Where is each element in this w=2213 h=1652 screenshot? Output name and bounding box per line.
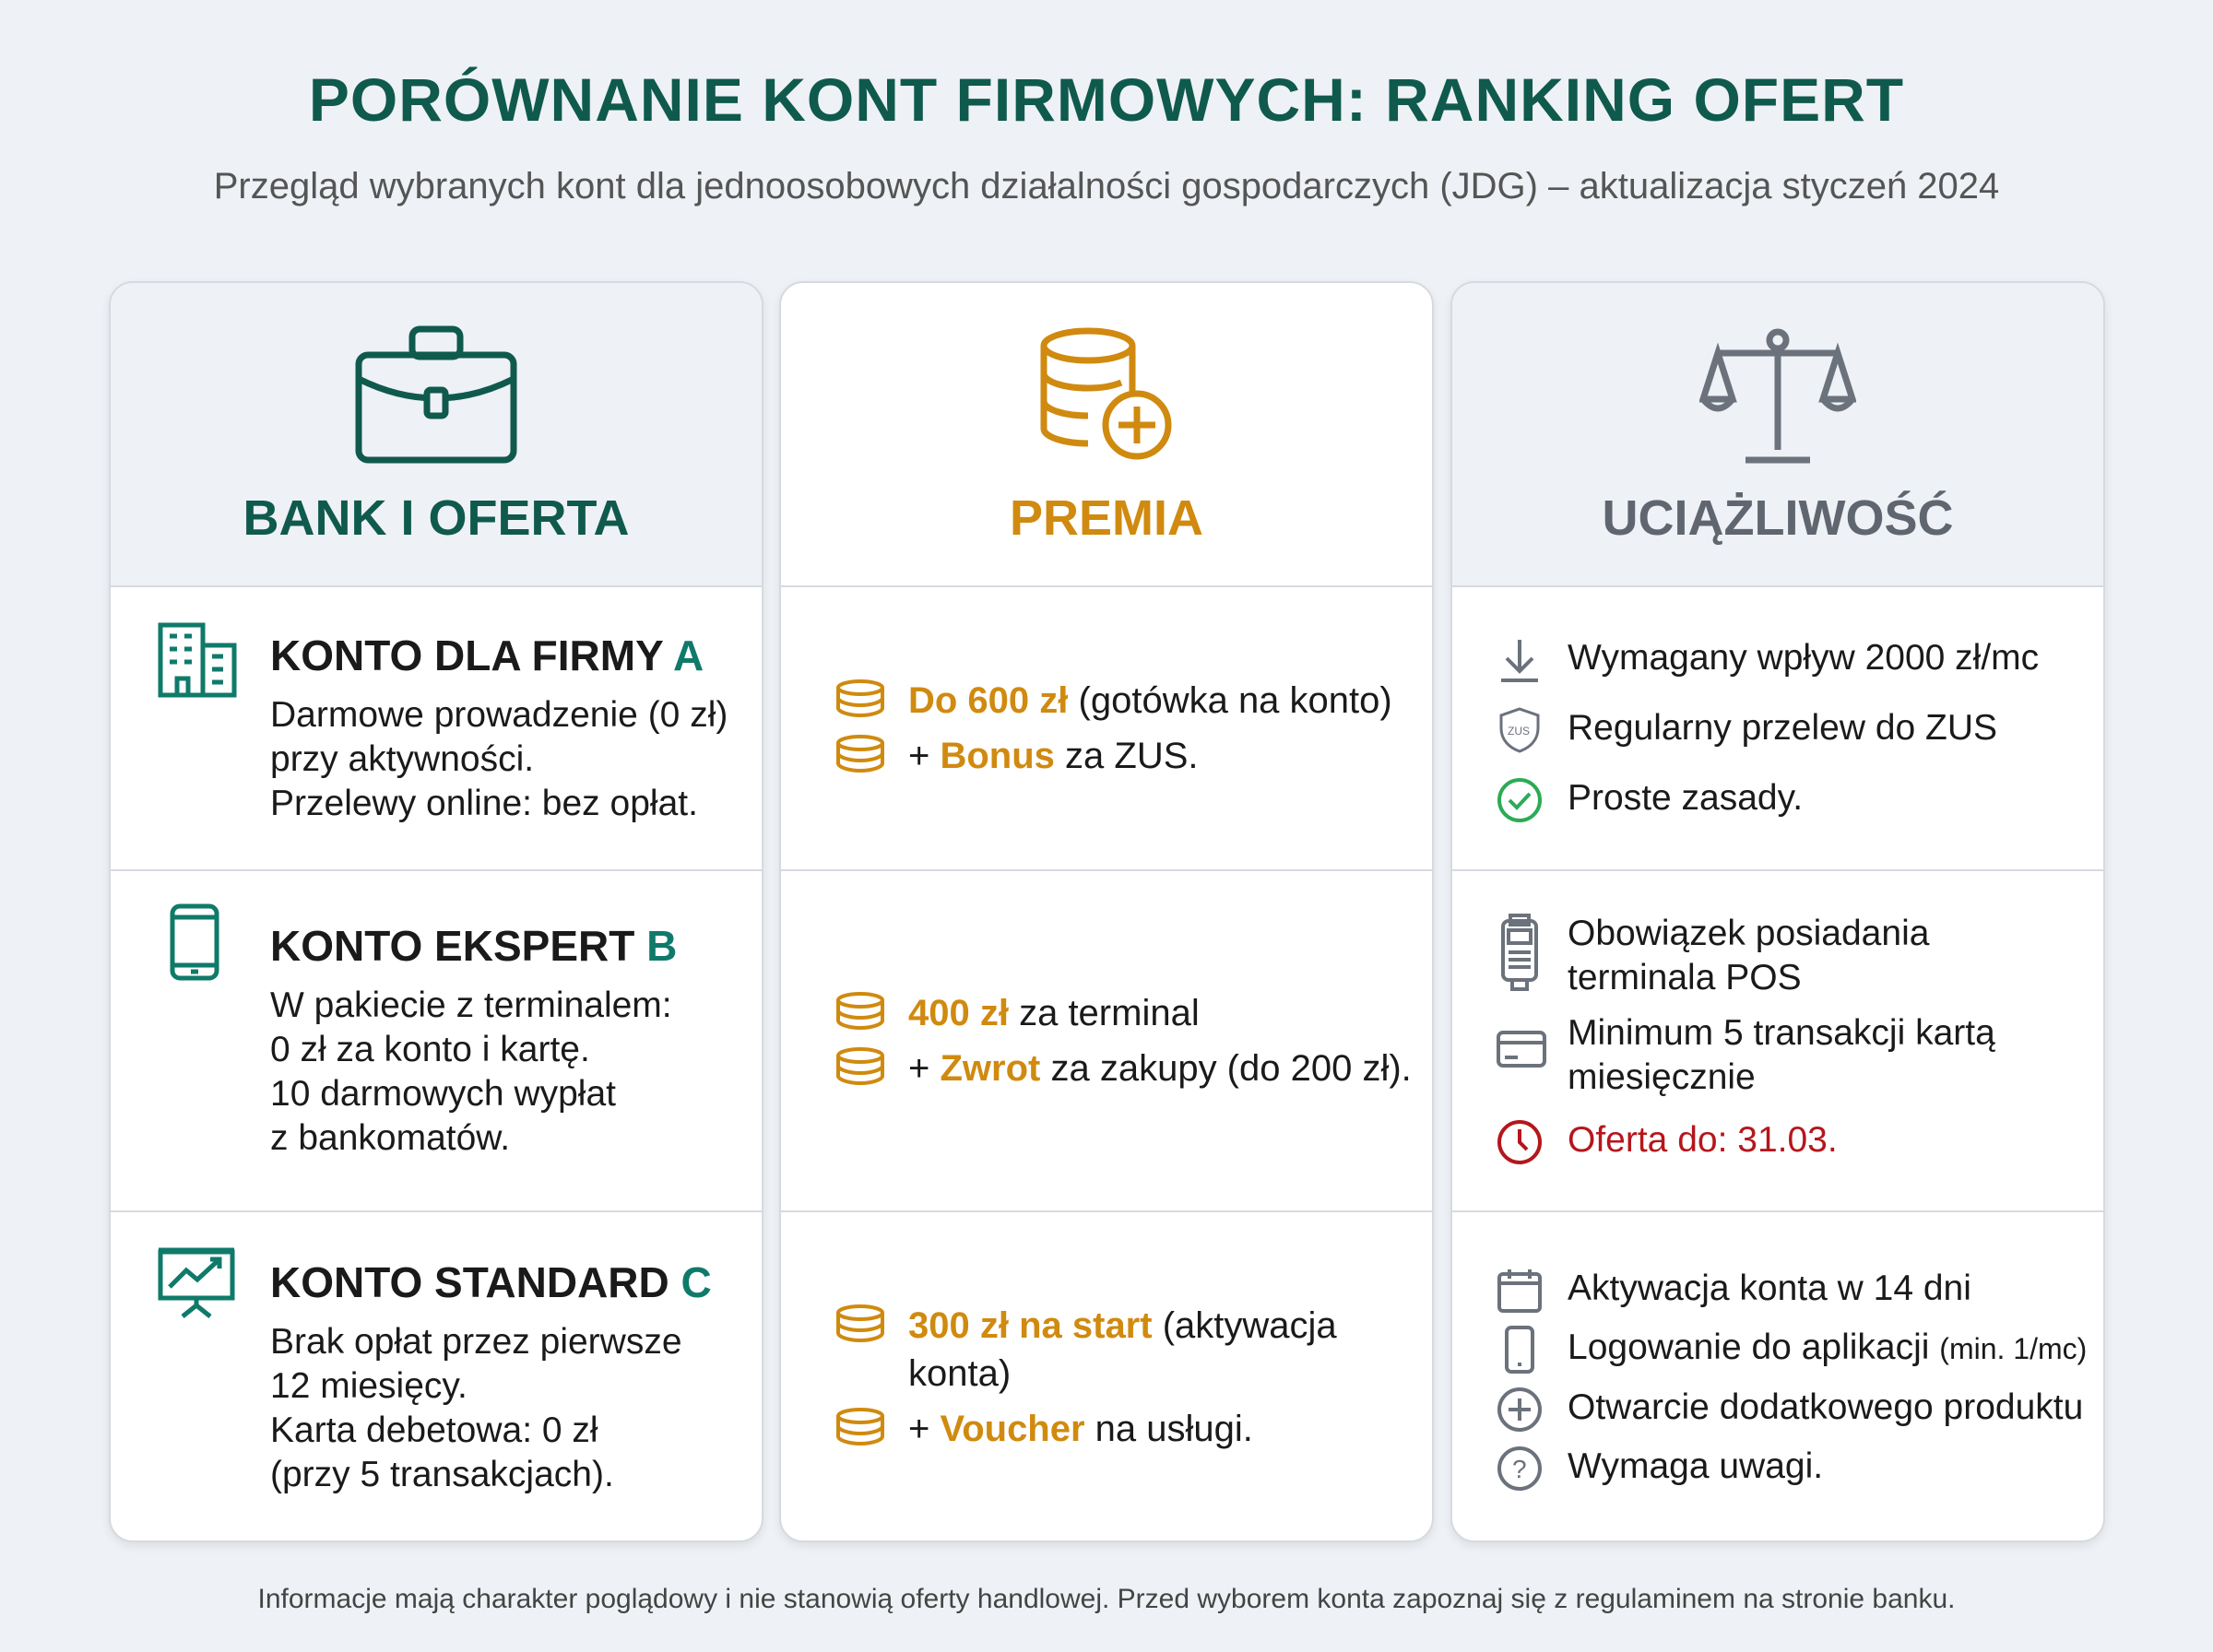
burden-item: ZUS Regularny przelew do ZUS (1568, 706, 2103, 750)
offer-desc: Darmowe prowadzenie (0 zł) (270, 695, 728, 735)
burden-item: Minimum 5 transakcji kartą miesięcznie (1568, 1011, 2103, 1100)
offer-cell (111, 871, 762, 1212)
offer-desc: 0 zł za konto i kartę. (270, 1030, 590, 1069)
column-header-burden (1452, 283, 2103, 587)
briefcase-icon (355, 325, 517, 464)
burden-cell (1452, 871, 2103, 1212)
burden-cell (1452, 587, 2103, 871)
column-title: PREMIA (1009, 490, 1203, 546)
scales-icon (1699, 325, 1856, 464)
offer-desc: Karta debetowa: 0 zł (270, 1410, 598, 1450)
coins-icon (834, 1046, 886, 1099)
clock-icon (1496, 1118, 1544, 1177)
bonus-line: + Voucher na usługi. (908, 1405, 1349, 1453)
burden-item: Otwarcie dodatkowego produktu (1568, 1386, 2103, 1430)
coins-plus-icon (1037, 325, 1176, 464)
column-header-bonus (781, 283, 1432, 587)
coins-icon (834, 1407, 886, 1459)
bonus-line: Do 600 zł (gotówka na konto) (908, 677, 1432, 725)
offer-desc: W pakiecie z terminalem: (270, 985, 672, 1025)
calendar-icon (1496, 1267, 1544, 1326)
download-arrow-icon (1496, 636, 1544, 695)
check-circle-icon (1496, 776, 1544, 835)
burden-cell (1452, 1212, 2103, 1542)
offer-desc: Przelewy online: bez opłat. (270, 784, 698, 823)
page-subtitle: Przegląd wybranych kont dla jednoosobowych działalności gospodarczych (JDG) – aktualizacja styczeń 2024 (213, 166, 2000, 206)
presentation-chart-icon (155, 1243, 238, 1320)
offer-desc: przy aktywności. (270, 739, 535, 779)
offer-desc: Brak opłat przez pierwsze (270, 1322, 682, 1362)
offer-name: KONTO STANDARD C (270, 1258, 712, 1306)
disclaimer: Informacje mają charakter poglądowy i nie stanowią oferty handlowej. Przed wyborem konta zapoznaj się z regulaminem na stronie banku. (257, 1584, 1956, 1614)
coins-icon (834, 678, 886, 731)
burden-item: Oferta do: 31.03. (1568, 1118, 2103, 1162)
column-header-bank (111, 283, 762, 587)
zus-shield-icon (1496, 706, 1544, 765)
plus-circle-icon (1496, 1386, 1544, 1445)
column-burden (1450, 281, 2105, 1542)
coins-icon (834, 991, 886, 1044)
offer-cell (111, 1212, 762, 1542)
svg-text:ZUS: ZUS (1508, 725, 1530, 738)
svg-text:?: ? (1512, 1454, 1527, 1483)
burden-item: Aktywacja konta w 14 dni (1568, 1267, 2103, 1311)
offer-name: KONTO DLA FIRMY A (270, 631, 704, 679)
pos-terminal-icon (1496, 912, 1544, 1002)
smartphone-icon (1496, 1326, 1544, 1385)
burden-item: ? Wymaga uwagi. (1568, 1445, 2103, 1489)
offer-name: KONTO EKSPERT B (270, 922, 678, 970)
offer-desc: (przy 5 transakcjach). (270, 1455, 614, 1494)
column-title: BANK I OFERTA (243, 490, 630, 546)
offer-desc: 10 darmowych wypłat (270, 1074, 616, 1114)
column-title: UCIĄŻLIWOŚĆ (1602, 490, 1954, 546)
bonus-cell (781, 871, 1432, 1212)
question-circle-icon (1496, 1445, 1544, 1504)
column-bank (109, 281, 763, 1542)
smartphone-icon (169, 903, 220, 982)
building-icon (155, 621, 238, 699)
coins-icon (834, 1304, 886, 1356)
bonus-line: 300 zł na start (aktywacja konta) (908, 1302, 1349, 1398)
bonus-cell (781, 1212, 1432, 1542)
credit-card-icon (1496, 1030, 1547, 1080)
burden-item: Logowanie do aplikacji (min. 1/mc) (1568, 1326, 2103, 1371)
offer-cell (111, 587, 762, 871)
bonus-line: + Zwrot za zakupy (do 200 zł). (908, 1044, 1432, 1092)
offer-desc: 12 miesięcy. (270, 1366, 467, 1406)
page-title: PORÓWNANIE KONT FIRMOWYCH: RANKING OFERT (308, 65, 1905, 134)
burden-item: Wymagany wpływ 2000 zł/mc (1568, 636, 2103, 680)
bonus-line: + Bonus za ZUS. (908, 732, 1432, 780)
bonus-cell (781, 587, 1432, 871)
offer-desc: z bankomatów. (270, 1118, 511, 1158)
bonus-line: 400 zł za terminal (908, 989, 1432, 1037)
column-bonus (779, 281, 1434, 1542)
coins-icon (834, 734, 886, 786)
burden-item: Obowiązek posiadania terminala POS (1568, 912, 2103, 1000)
burden-item: Proste zasady. (1568, 776, 2103, 820)
